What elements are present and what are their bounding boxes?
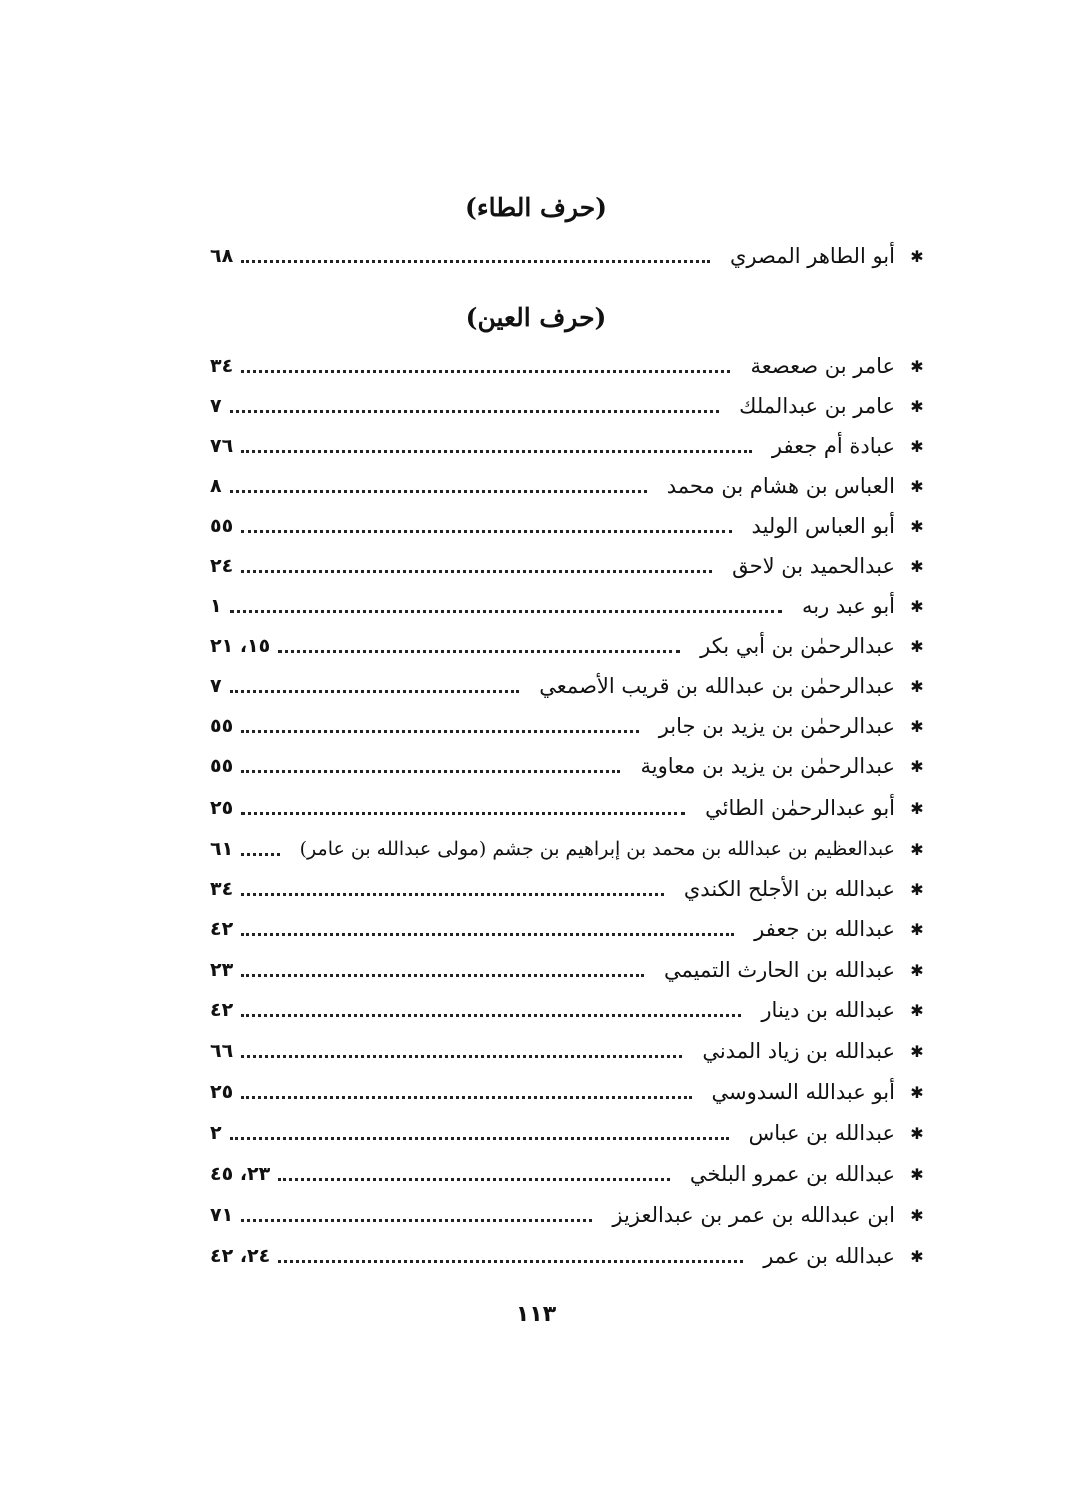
leader-dots	[241, 1014, 741, 1017]
index-entry	[210, 954, 925, 986]
index-entry	[210, 390, 925, 422]
entry-name: العباس بن هشام بن محمد	[666, 474, 895, 498]
bullet-star-icon: ✱	[910, 879, 924, 899]
bullet-star-icon: ✱	[910, 396, 924, 416]
index-entry	[210, 1240, 925, 1272]
index-entry	[210, 1199, 925, 1231]
index-entry	[210, 240, 925, 272]
index-entry	[210, 833, 925, 865]
entry-pages: ١٥، ٢١	[210, 635, 271, 657]
bullet-star-icon: ✱	[910, 1246, 924, 1266]
leader-dots	[278, 1178, 670, 1181]
leader-dots	[230, 490, 647, 493]
leader-dots	[241, 1096, 691, 1099]
entry-pages: ٥٥	[210, 515, 234, 537]
entry-pages: ٢٤، ٤٢	[210, 1245, 271, 1267]
bullet-star-icon: ✱	[910, 839, 924, 859]
leader-dots	[241, 260, 710, 263]
entry-name: عبدالله بن زياد المدني	[702, 1039, 895, 1063]
bullet-star-icon: ✱	[910, 636, 924, 656]
entry-name: عبدالله بن دينار	[761, 998, 895, 1022]
bullet-star-icon: ✱	[910, 1041, 924, 1061]
entry-pages: ٢٤	[210, 555, 234, 577]
entry-pages: ٦١	[210, 838, 234, 860]
leader-dots	[278, 650, 680, 653]
entry-name: عبدالحميد بن لاحق	[732, 554, 895, 578]
entry-pages: ١	[210, 595, 222, 617]
entry-pages: ٧١	[210, 1204, 234, 1226]
page-number: ١١٣	[515, 1302, 557, 1327]
entry-pages: ٧٦	[210, 435, 234, 457]
entry-pages: ٢	[210, 1122, 222, 1144]
entry-pages: ٧	[210, 395, 222, 417]
bullet-star-icon: ✱	[910, 516, 924, 536]
leader-dots	[241, 974, 644, 977]
index-entry	[210, 350, 925, 382]
entry-name: عبدالرحمٰن بن أبي بكر	[700, 634, 895, 658]
index-entry	[210, 1076, 925, 1108]
bullet-star-icon: ✱	[910, 1082, 924, 1102]
section-heading-taa: (حرف الطاء)	[465, 193, 607, 222]
entry-pages: ٤٢	[210, 999, 234, 1021]
leader-dots	[241, 370, 730, 373]
bullet-star-icon: ✱	[910, 919, 924, 939]
bullet-star-icon: ✱	[910, 1000, 924, 1020]
bullet-star-icon: ✱	[910, 960, 924, 980]
entry-pages: ٢٣، ٤٥	[210, 1163, 271, 1185]
entry-name: عبدالله بن الأجلح الكندي	[683, 877, 895, 901]
index-entry	[210, 750, 925, 782]
entry-name: عبادة أم جعفر	[771, 434, 895, 458]
entry-name: أبو الطاهر المصري	[729, 244, 895, 268]
bullet-star-icon: ✱	[910, 798, 924, 818]
entry-name: عبدالله بن عباس	[748, 1121, 895, 1145]
index-entry	[210, 550, 925, 582]
leader-dots	[241, 893, 664, 896]
leader-dots	[230, 690, 520, 693]
index-entry	[210, 710, 925, 742]
entry-pages: ٧	[210, 675, 222, 697]
index-entry	[210, 590, 925, 622]
entry-pages: ٥٥	[210, 715, 234, 737]
index-entry	[210, 873, 925, 905]
section-heading-ain: (حرف العين)	[465, 303, 607, 332]
entry-name: عبدالعظيم بن عبدالله بن محمد بن إبراهيم بن جشم (مولى عبدالله بن عامر)	[299, 838, 895, 860]
entry-name: عبدالله بن عمرو البلخي	[689, 1162, 895, 1186]
leader-dots	[230, 1137, 729, 1140]
entry-name: عبدالله بن جعفر	[754, 917, 895, 941]
entry-pages: ٢٣	[210, 959, 234, 981]
entry-name: عبدالرحمٰن بن يزيد بن جابر	[658, 714, 895, 738]
leader-dots	[241, 570, 712, 573]
bullet-star-icon: ✱	[910, 1205, 924, 1225]
index-entry	[210, 430, 925, 462]
index-entry	[210, 1158, 925, 1190]
index-entry	[210, 630, 925, 662]
entry-name: أبو العباس الوليد	[751, 514, 895, 538]
index-entry	[210, 670, 925, 702]
bullet-star-icon: ✱	[910, 356, 924, 376]
entry-name: عبدالله بن الحارث التميمي	[664, 958, 895, 982]
entry-pages: ٣٤	[210, 878, 234, 900]
bullet-star-icon: ✱	[910, 476, 924, 496]
leader-dots	[241, 933, 734, 936]
entry-pages: ٢٥	[210, 797, 234, 819]
entry-name: عبدالرحمٰن بن يزيد بن معاوية	[640, 754, 895, 778]
leader-dots	[241, 730, 639, 733]
entry-pages: ٤٢	[210, 918, 234, 940]
index-entry	[210, 792, 925, 824]
index-entry	[210, 1035, 925, 1067]
entry-name: ابن عبدالله بن عمر بن عبدالعزيز	[612, 1203, 895, 1227]
entry-pages: ٦٨	[210, 245, 234, 267]
bullet-star-icon: ✱	[910, 1123, 924, 1143]
entry-pages: ٢٥	[210, 1081, 234, 1103]
leader-dots	[241, 1219, 592, 1222]
index-entry	[210, 1117, 925, 1149]
entry-name: عامر بن عبدالملك	[739, 394, 895, 418]
entry-pages: ٦٦	[210, 1040, 234, 1062]
bullet-star-icon: ✱	[910, 436, 924, 456]
entry-name: عبدالرحمٰن بن عبدالله بن قريب الأصمعي	[539, 674, 895, 698]
leader-dots	[278, 1260, 743, 1263]
entry-pages: ٥٥	[210, 755, 234, 777]
bullet-star-icon: ✱	[910, 596, 924, 616]
leader-dots	[241, 1055, 682, 1058]
leader-dots	[241, 770, 620, 773]
bullet-star-icon: ✱	[910, 716, 924, 736]
leader-dots	[230, 410, 720, 413]
leader-dots	[241, 530, 731, 533]
leader-dots	[241, 853, 279, 856]
leader-dots	[241, 450, 752, 453]
entry-name: أبو عبد ربه	[801, 594, 895, 618]
index-entry	[210, 913, 925, 945]
entry-name: عامر بن صعصعة	[750, 354, 895, 378]
bullet-star-icon: ✱	[910, 246, 924, 266]
bullet-star-icon: ✱	[910, 556, 924, 576]
leader-dots	[241, 812, 685, 815]
bullet-star-icon: ✱	[910, 676, 924, 696]
entry-name: أبو عبدالرحمٰن الطائي	[705, 796, 895, 820]
index-entry	[210, 470, 925, 502]
entry-name: أبو عبدالله السدوسي	[711, 1080, 895, 1104]
index-entry	[210, 510, 925, 542]
index-entry	[210, 994, 925, 1026]
entry-pages: ٣٤	[210, 355, 234, 377]
entry-pages: ٨	[210, 475, 222, 497]
entry-name: عبدالله بن عمر	[763, 1244, 895, 1268]
bullet-star-icon: ✱	[910, 1164, 924, 1184]
bullet-star-icon: ✱	[910, 756, 924, 776]
leader-dots	[230, 610, 782, 613]
